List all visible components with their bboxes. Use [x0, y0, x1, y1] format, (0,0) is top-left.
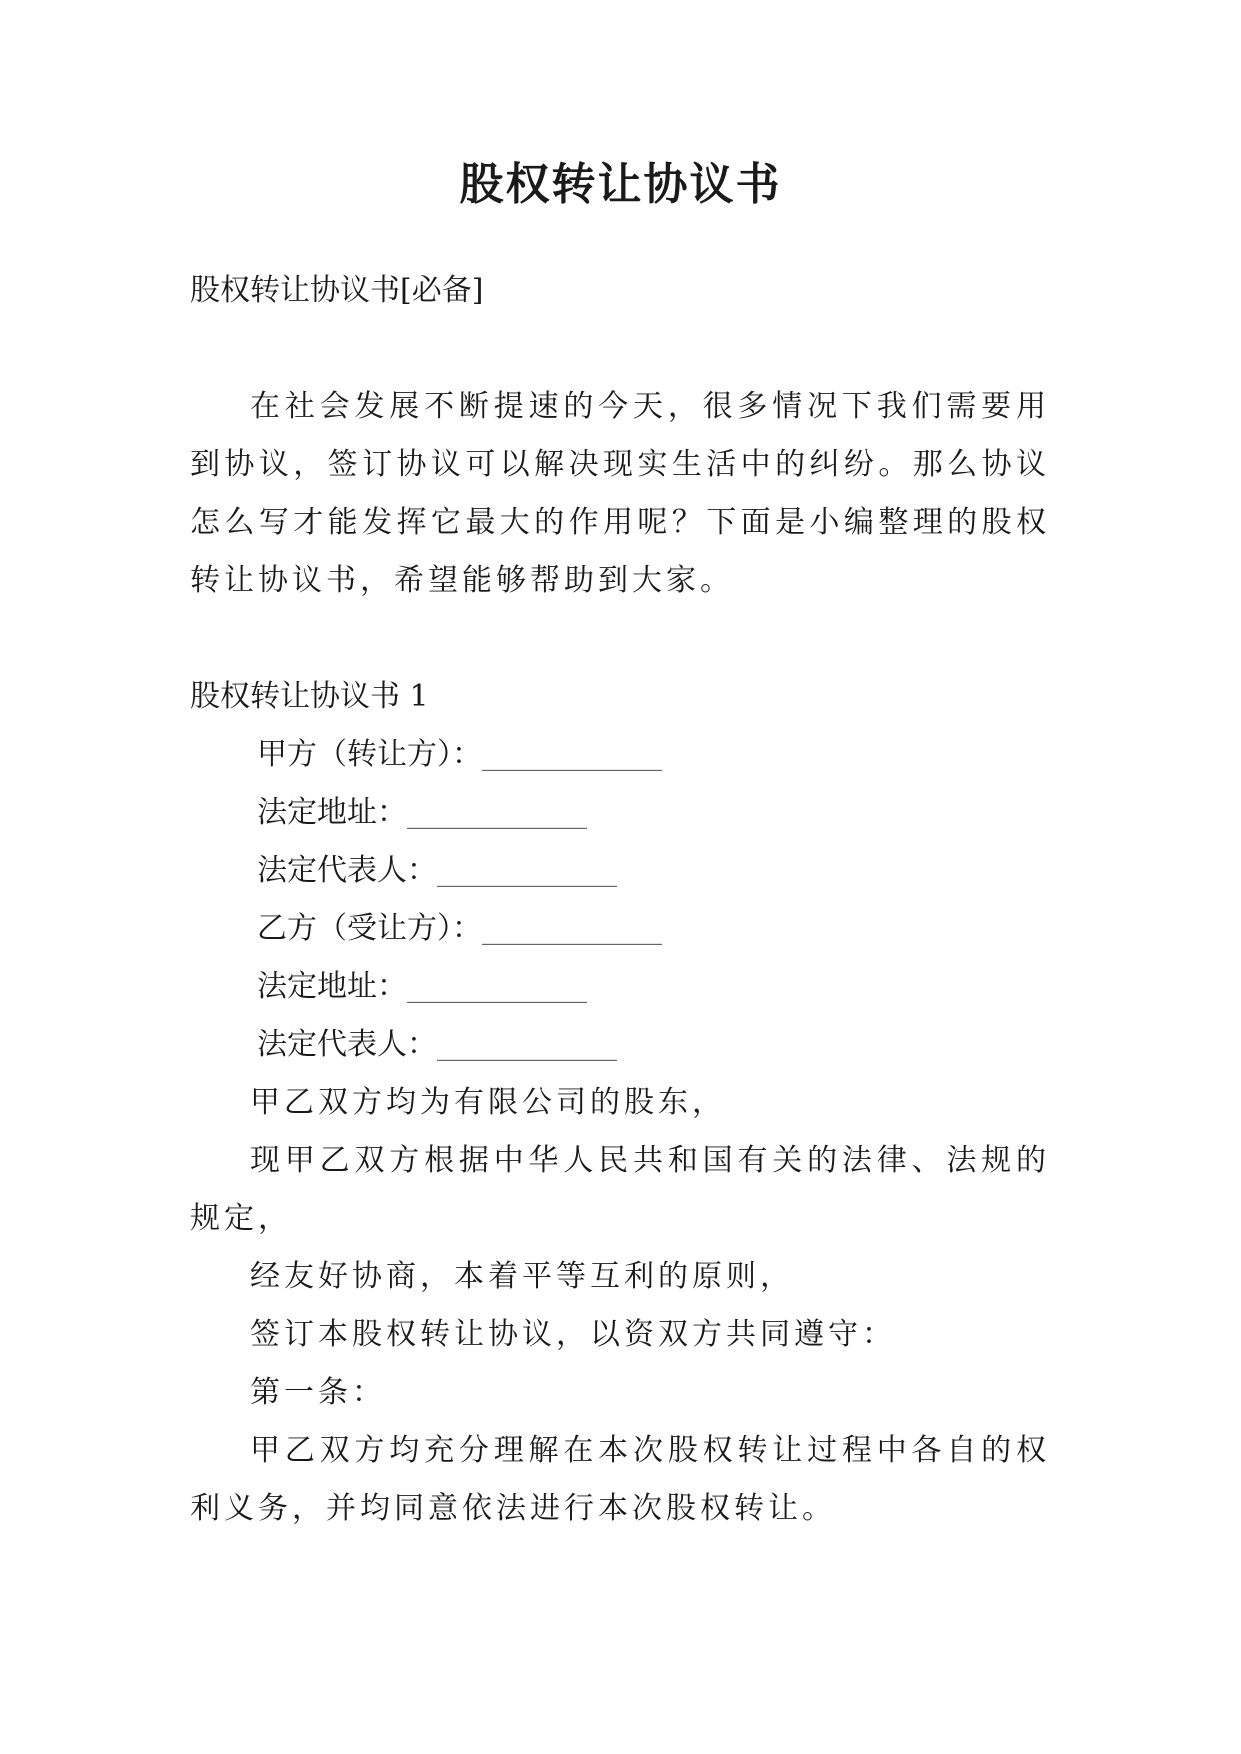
intro-paragraph: 在社会发展不断提速的今天，很多情况下我们需要用到协议，签订协议可以解决现实生活中的纠纷。那么协议怎么写才能发挥它最大的作用呢？下面是小编整理的股权转让协议书，希望能够帮助到大家。	[190, 389, 1050, 598]
field-party-a	[190, 726, 1050, 784]
body-paragraph: 甲乙双方均充分理解在本次股权转让过程中各自的权利义务，并均同意依法进行本次股权转让。	[190, 1433, 1050, 1526]
body-paragraph: 甲乙双方均为有限公司的股东，	[250, 1085, 726, 1120]
field-party-a-representative	[190, 842, 1050, 900]
field-label: 法定地址：	[257, 795, 407, 830]
field-label: 法定代表人：	[257, 1027, 437, 1062]
spacer	[190, 610, 1050, 668]
fill-blank: ____________	[407, 969, 587, 1004]
field-party-b-representative	[190, 1016, 1050, 1074]
field-party-b	[190, 900, 1050, 958]
fill-blank: ____________	[482, 737, 662, 772]
spacer	[190, 320, 1050, 378]
field-label: 法定地址：	[257, 969, 407, 1004]
document-body	[190, 262, 1050, 1538]
document-subtitle: 股权转让协议书[必备]	[190, 273, 484, 308]
fill-blank: ____________	[482, 911, 662, 946]
field-label: 法定代表人：	[257, 853, 437, 888]
field-party-b-address	[190, 958, 1050, 1016]
field-label: 乙方（受让方）：	[257, 911, 482, 946]
body-paragraph: 经友好协商，本着平等互利的原则，	[250, 1259, 794, 1294]
article-heading: 第一条：	[250, 1375, 386, 1410]
field-label: 甲方（转让方）：	[257, 737, 482, 772]
fill-blank: ____________	[437, 853, 617, 888]
fill-blank: ____________	[407, 795, 587, 830]
body-paragraph: 现甲乙双方根据中华人民共和国有关的法律、法规的规定，	[190, 1143, 1050, 1236]
document-title: 股权转让协议书	[459, 159, 782, 210]
fill-blank: ____________	[437, 1027, 617, 1062]
body-paragraph: 签订本股权转让协议，以资双方共同遵守：	[250, 1317, 896, 1352]
section-heading: 股权转让协议书 1	[190, 679, 429, 714]
field-party-a-address	[190, 784, 1050, 842]
